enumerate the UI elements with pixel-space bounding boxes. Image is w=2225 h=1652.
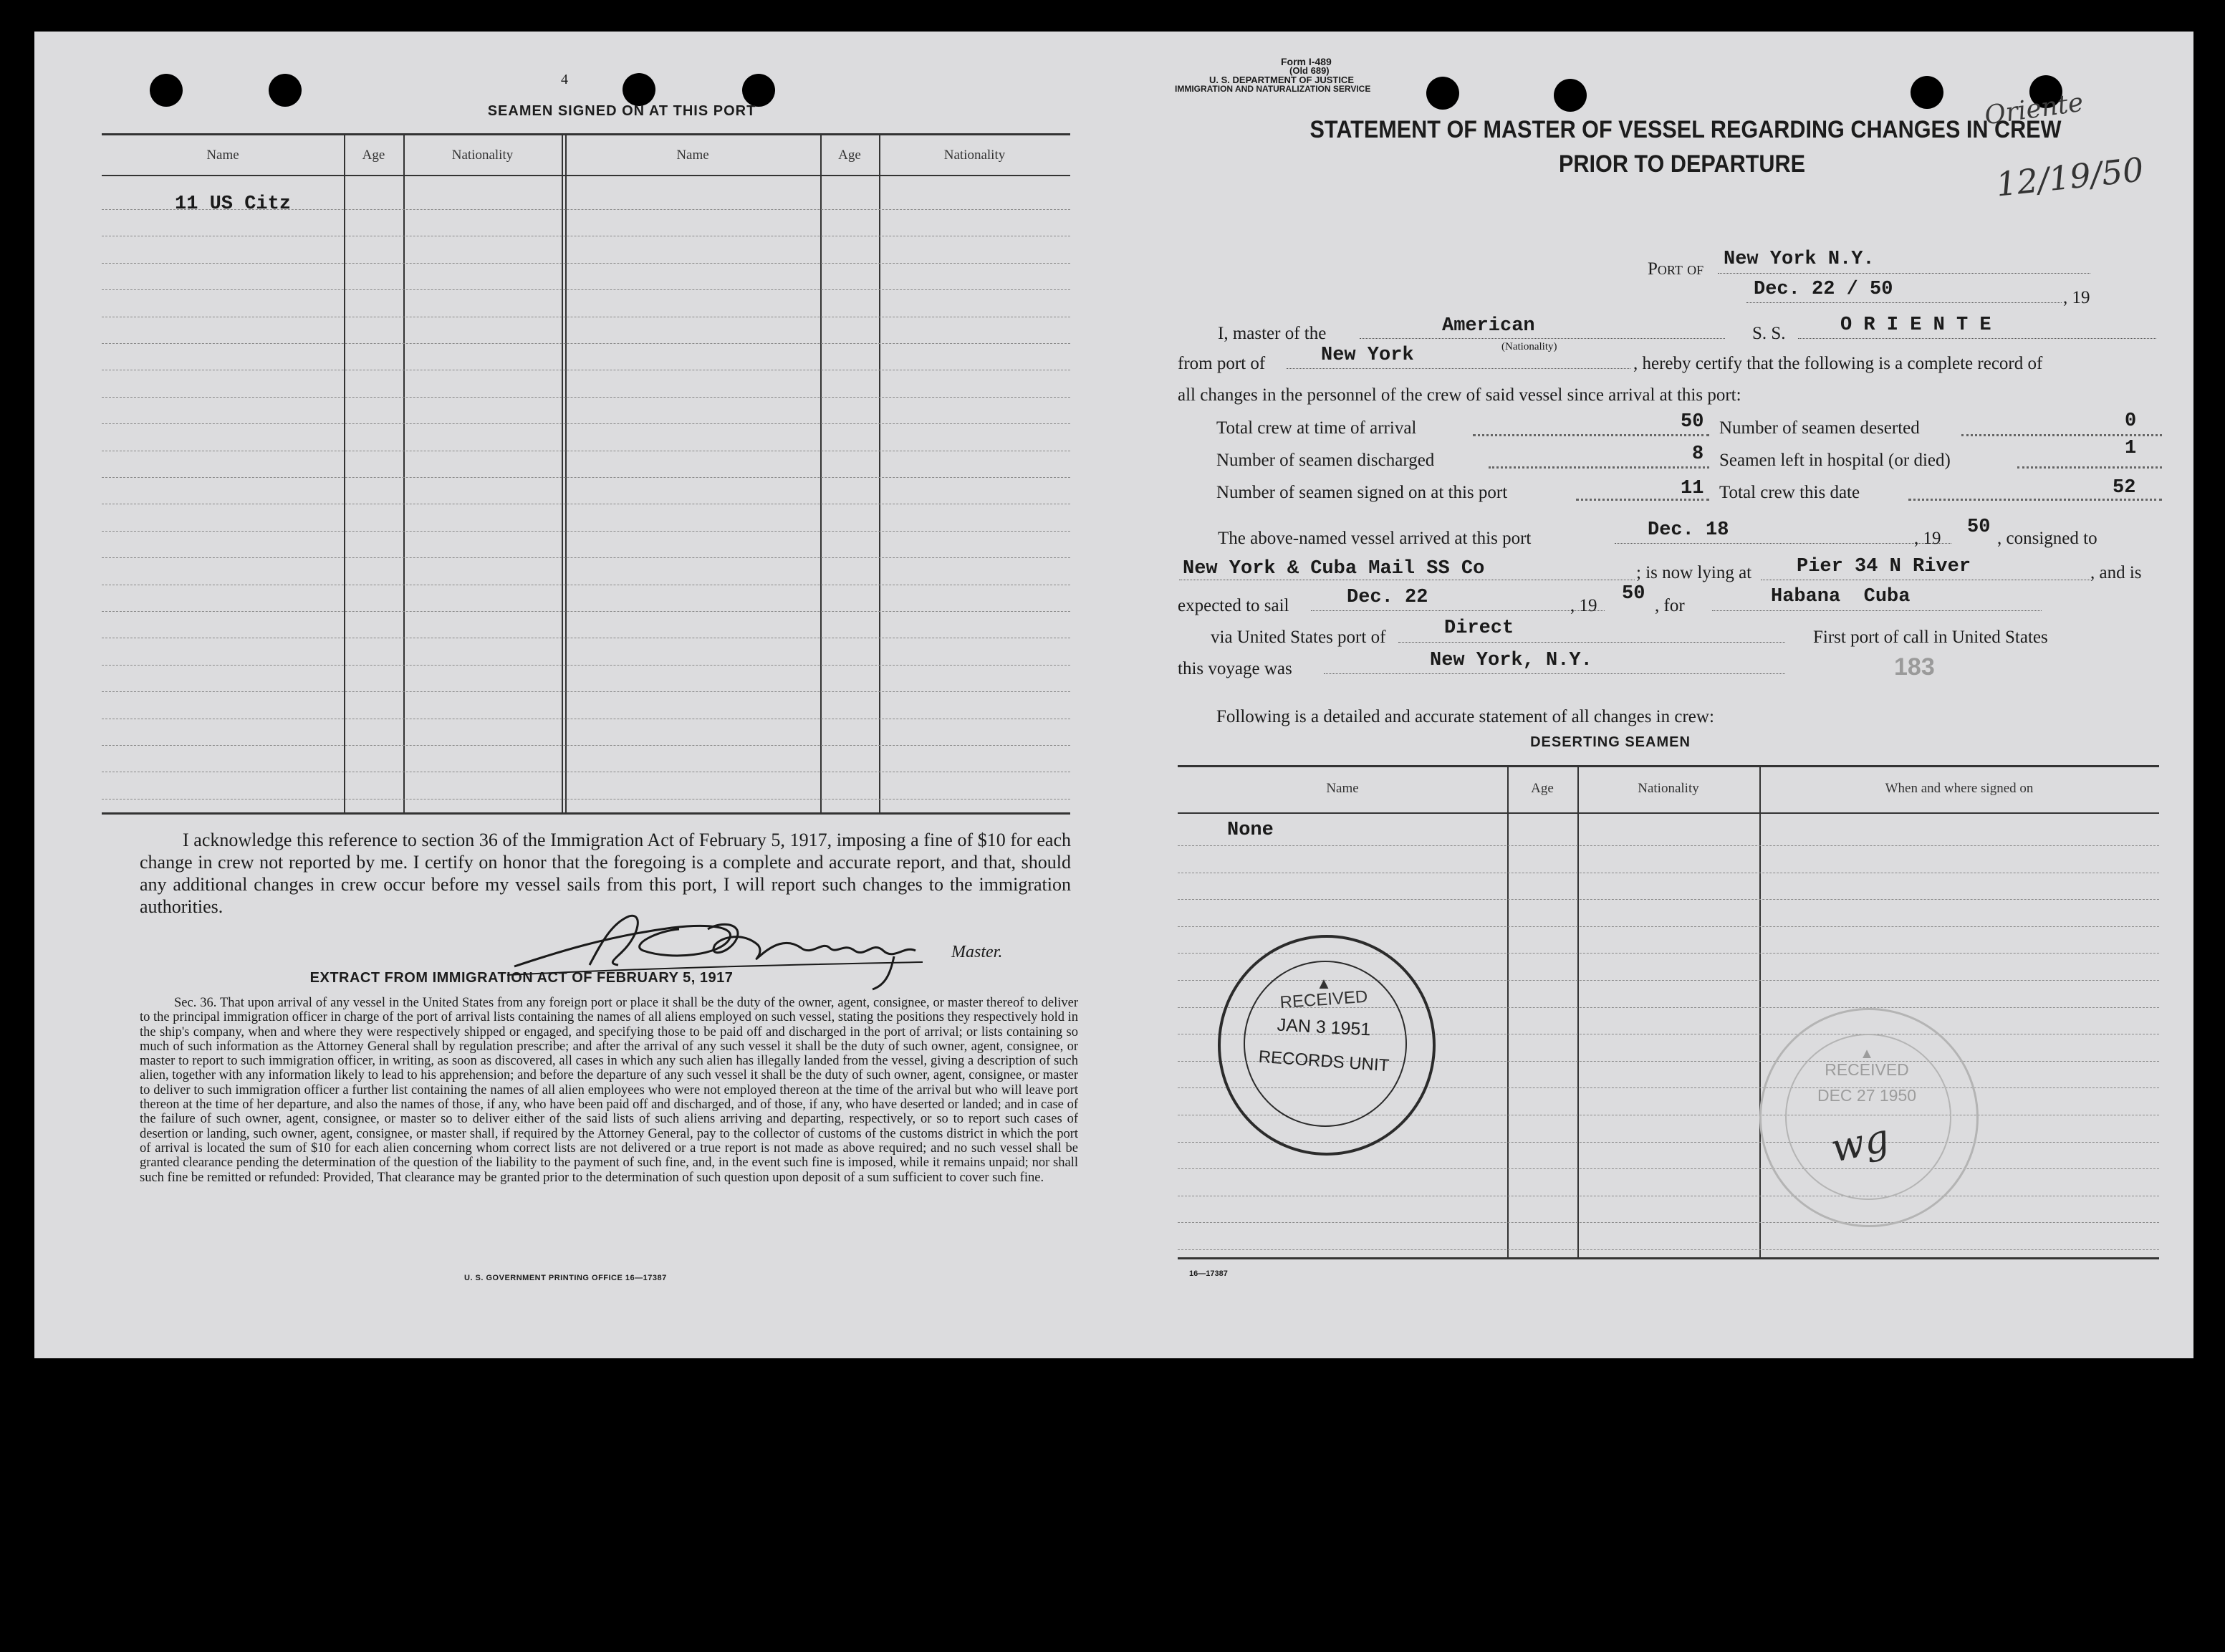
left-in-hospital-label: Seamen left in hospital (or died): [1719, 451, 1951, 470]
col-header-age-2: Age: [838, 148, 861, 163]
table-row-rule: [102, 531, 1070, 532]
punch-hole: [150, 74, 183, 107]
table-row-rule: [102, 263, 1070, 264]
nationality-caption: (Nationality): [1501, 341, 1557, 352]
date-value: Dec. 22 / 50: [1754, 279, 1893, 300]
deserting-col-signed-on: When and where signed on: [1885, 781, 2034, 796]
consignee-value: New York & Cuba Mail SS Co: [1183, 558, 1485, 580]
stamp1-unit: RECORDS UNIT: [1257, 1047, 1390, 1076]
acknowledgment-paragraph: I acknowledge this reference to section 36 of the Immigration Act of February 5, 1917, imposing a fine of $10 for each change in crew not reported by me. I certify on honor that the foregoing is a complete and accurate report, and that, should any additional changes in crew occur before my vessel sails from this port, I will report such changes to the immigration authorities.: [140, 830, 1071, 917]
for-value: Habana Cuba: [1771, 586, 1911, 608]
total-crew-arrival-value: 50: [1681, 411, 1704, 433]
arrived-value: Dec. 18: [1648, 519, 1729, 541]
table-row-rule: [102, 477, 1070, 478]
deserting-col-nationality: Nationality: [1638, 781, 1699, 796]
port-value: New York N.Y.: [1724, 249, 1875, 270]
col-header-name: Name: [206, 148, 239, 163]
table-row-rule: [102, 665, 1070, 666]
punch-hole: [623, 73, 655, 106]
footer-code: 16—17387: [1189, 1269, 1228, 1278]
deserting-seamen-title: DESERTING SEAMEN: [1530, 734, 1691, 750]
total-crew-date-value: 52: [2113, 477, 2136, 499]
form-title-line1: STATEMENT OF MASTER OF VESSEL REGARDING CHANGES IN CREW: [1309, 116, 2062, 143]
arrived-year-prefix: , 19: [1914, 529, 1941, 548]
certify-text: , hereby certify that the following is a complete record of: [1633, 354, 2043, 373]
col-header-age: Age: [362, 148, 385, 163]
table-row-rule: [102, 343, 1070, 344]
total-crew-arrival-label: Total crew at time of arrival: [1216, 418, 1417, 438]
table-row-rule: [102, 691, 1070, 692]
punch-hole: [1554, 79, 1587, 112]
voyage-value: New York, N.Y.: [1430, 650, 1592, 671]
form-old-number: (Old 689): [1289, 65, 1330, 76]
table-row-rule: [1178, 1222, 2159, 1223]
punch-hole: [269, 74, 302, 107]
ss-value: O R I E N T E: [1840, 314, 1991, 336]
year-suffix: , 19: [2063, 288, 2090, 307]
voyage-label: this voyage was: [1178, 659, 1292, 678]
port-label: Port of: [1648, 259, 1704, 279]
table-row-rule: [102, 423, 1070, 424]
table-row-rule: [1178, 1249, 2159, 1250]
all-changes-text: all changes in the personnel of the crew of said vessel since arrival at this port:: [1178, 385, 1741, 405]
punch-hole: [1911, 76, 1943, 109]
seamen-discharged-label: Number of seamen discharged: [1216, 451, 1435, 470]
page-number: 4: [561, 72, 568, 87]
total-crew-date-label: Total crew this date: [1719, 483, 1860, 502]
lying-value: Pier 34 N River: [1797, 556, 1971, 577]
department-name: U. S. DEPARTMENT OF JUSTICE: [1209, 75, 1354, 85]
seamen-deserted-value: 0: [2125, 410, 2137, 432]
col-header-nationality-2: Nationality: [943, 148, 1006, 163]
handwritten-vessel-name: Oriente: [1982, 87, 2085, 131]
master-label: Master.: [951, 943, 1003, 961]
arrived-label: The above-named vessel arrived at this port: [1218, 529, 1532, 548]
table-row-rule: [1178, 926, 2159, 927]
deserting-col-age: Age: [1531, 781, 1554, 796]
and-is-label: , and is: [2090, 563, 2142, 582]
stamp1-received: RECEIVED: [1279, 986, 1369, 1013]
via-label: via United States port of: [1211, 628, 1386, 647]
table-row-rule: [102, 611, 1070, 612]
expected-sail-value: Dec. 22: [1347, 587, 1428, 608]
form-title-line2: PRIOR TO DEPARTURE: [1559, 150, 1805, 178]
punch-hole: [742, 74, 775, 107]
service-name: IMMIGRATION AND NATURALIZATION SERVICE: [1175, 84, 1371, 94]
stamp-number: 183: [1894, 653, 1935, 681]
stamp1-date: JAN 3 1951: [1277, 1014, 1371, 1040]
document-sheet: 4 SEAMEN SIGNED ON AT THIS PORT Name Age Nationality Name Age Nationality 11 US Citz I acknowledge this reference to section 36 of the Immigration Act of February 5, 1917, imposing a fine of $10 for each change in crew not reported by me. I certify on honor that the foregoing is a complete and accurate report, and that, should any additional changes in crew occur before my vessel sails from this port, I will report such changes to the immigration authorities. Master. EXTRACT FROM IMMIGRATION ACT OF FEBRUARY 5, 1917 Sec. 36. That upon arrival of any vessel in the United States from any foreign port or place it shall be the duty of the owner, agent, consignee, or master thereof to deliver to the principal immigration officer in charge of the port of arrival lists containing the names of all aliens employed on such vessel, stating the positions they respectively hold in the ship's company, when and where they were respectively shipped or engaged, and specifying those to be paid off and discharged in the port of arrival; or lists containing so much of such information as the Attorney General shall by regulation prescribe; and after the arrival of any such vessel it shall be the duty of such owner, agent, consignee, or master to report to such immigration officer, in writing, as soon as discovered, all cases in which any such alien has illegally landed from the vessel, giving a description of such alien, together with any information likely to lead to his apprehension; and before the departure of any such vessel it shall be the duty of such owner, agent, consignee, or master to deliver to such immigration officer a further list containing the names of all alien employees who were not employed thereon at the time of the arrival but who will leave port thereon at the time of her departure, and also the names of those, if any, who have been paid off and discharged, and of those, if any, who have deserted or landed; and in case of the failure of such owner, agent, consignee, or master so to deliver either of the said lists of such aliens arriving and departing, respectively, or so to report such cases of desertion or landing, such owner, agent, consignee, or master shall, if required by the Attorney General, pay to the collector of customs of the customs district in which the port of arrival is located the sum of $10 for each alien concerning whom correct lists are not delivered or a true report is not made as above required; and no such vessel shall be granted clearance pending the determination of the question of the liability to the payment of such fine, and, in the event such fine is imposed, while it remains unpaid; nor shall such fine be remitted or refunded: Provided, That clearance may be granted prior to the determination of such question upon deposit of a sum sufficient to cover such fine. U. S. GOVERNMENT PRINTING OFFICE 16—17387 Form I-489 (Old 689) U. S. DEPARTMENT OF JUSTICE IMMIGRATION AND NATURALIZATION SERVICE STATEMENT OF MASTER OF VESSEL REGARDING CHANGES IN CREW PRIOR TO DEPARTURE Oriente 12/19/50 Port of New York N.Y. Dec. 22 / 50 , 19 I, master of the American (Nationality) S. S. O R I E N T E from port of New York , hereby certify that the following is a complete record of all changes in the personnel of the crew of said vessel since arrival at this port: Total crew at time of arrival 50 Number of seamen discharged 8 Number of seamen signed on at this port 11 Number of seamen deserted 0 Seamen left in hospital (or died) 1 Total crew this date 52 The above-named vessel arrived at this port Dec. 18 , 19 50 , consigned to New York & Cuba Mail SS Co ; is now lying at Pier 34 N River , and is expected to sail Dec. 22 , 19 50 , for Habana Cuba via United States port of Direct First port of call in United States this voyage was New York, N.Y. 183 Following is a detailed and accurate statement of all changes in crew: DESERTING SEAMEN Name Age Nationality When and where signed on None ▲ RECEIVED JAN 3 1951 RECORDS UNIT ▲ RECEIVED DEC 27 1950 wg 16—17387: [34, 32, 2193, 1358]
seamen-deserted-label: Number of seamen deserted: [1719, 418, 1920, 438]
first-port-label: First port of call in United States: [1813, 628, 2048, 647]
table-row-rule: [1178, 1168, 2159, 1169]
table-row-rule: [102, 557, 1070, 558]
table-row-rule: [1178, 899, 2159, 900]
expected-year-prefix: , 19: [1570, 596, 1597, 615]
from-port-label: from port of: [1178, 354, 1266, 373]
table-row-rule: [102, 397, 1070, 398]
table-row-rule: [102, 289, 1070, 290]
for-label: , for: [1655, 596, 1685, 615]
col-header-nationality: Nationality: [451, 148, 514, 163]
deserting-col-name: Name: [1326, 781, 1359, 796]
expected-year: 50: [1622, 583, 1645, 605]
punch-hole: [1426, 77, 1459, 110]
printer-line: U. S. GOVERNMENT PRINTING OFFICE 16—17387: [464, 1274, 667, 1282]
stamp2-date: DEC 27 1950: [1817, 1086, 1917, 1105]
from-port-value: New York: [1321, 345, 1414, 366]
seamen-discharged-value: 8: [1692, 443, 1704, 465]
extract-title: EXTRACT FROM IMMIGRATION ACT OF FEBRUARY 5, 1917: [309, 970, 734, 986]
via-value: Direct: [1444, 618, 1514, 639]
left-in-hospital-value: 1: [2125, 438, 2137, 459]
table-row-rule: [1178, 845, 2159, 846]
seamen-signed-on-label: Number of seamen signed on at this port: [1216, 483, 1508, 502]
table-row-rule: [102, 745, 1070, 746]
extract-text: Sec. 36. That upon arrival of any vessel in the United States from any foreign port or place it shall be the duty of the owner, agent, consignee, or master thereof to deliver to the principal immigration officer in charge of the port of arrival lists containing the names of all aliens employed on such vessel, stating the positions they respectively hold in the ship's company, when and where they were respectively shipped or engaged, and specifying those to be paid off and discharged in the port of arrival; or lists containing so much of such information as the Attorney General shall by regulation prescribe; and after the arrival of any such vessel it shall be the duty of such owner, agent, consignee, or master to report to such immigration officer, in writing, as soon as discovered, all cases in which any such alien has illegally landed from the vessel, giving a description of such alien, together with any information likely to lead to his apprehension; and before the departure of any such vessel it shall be the duty of such owner, agent, consignee, or master to deliver to such immigration officer a further list containing the names of all alien employees who were not employed thereon at the time of the arrival but who will leave port thereon at the time of her departure, and also the names of those, if any, who have been paid off and discharged, and of those, if any, who have deserted or landed; and in case of the failure of such owner, agent, consignee, or master so to deliver either of the said lists of such aliens arriving and departing, respectively, or so to report such cases of desertion or landing, such owner, agent, consignee, or master shall, if required by the Attorney General, pay to the collector of customs of the customs district in which the port of arrival is located the sum of $10 for each alien concerning whom correct lists are not delivered or a true report is not made as above required; and no such vessel shall be granted clearance pending the determination of the question of the liability to the payment of such fine, and, in the event such fine is imposed, while it remains unpaid; nor shall such fine be remitted or refunded: Provided, That clearance may be granted prior to the determination of such question upon deposit of a sum sufficient to cover such fine.: [140, 996, 1078, 1185]
following-text: Following is a detailed and accurate statement of all changes in crew:: [1216, 707, 1714, 726]
lying-label: ; is now lying at: [1636, 563, 1752, 582]
arrived-year: 50: [1967, 517, 1991, 538]
deserting-entry: None: [1227, 820, 1274, 841]
expected-sail-label: expected to sail: [1178, 596, 1289, 615]
col-header-name-2: Name: [676, 148, 709, 163]
seamen-signed-on-value: 11: [1681, 478, 1704, 499]
form-number: Form I-489: [1281, 56, 1332, 67]
consigned-to-label: , consigned to: [1997, 529, 2097, 548]
stamp2-initials: wg: [1827, 1115, 1893, 1171]
ss-label: S. S.: [1752, 324, 1786, 343]
stamp2-received: RECEIVED: [1825, 1060, 1909, 1079]
seamen-signed-title: SEAMEN SIGNED ON AT THIS PORT: [487, 103, 756, 119]
handwritten-date: 12/19/50: [1994, 150, 2145, 204]
nationality-value: American: [1442, 315, 1535, 337]
signed-on-entry: 11 US Citz: [175, 193, 292, 215]
master-of-label: I, master of the: [1218, 324, 1327, 343]
